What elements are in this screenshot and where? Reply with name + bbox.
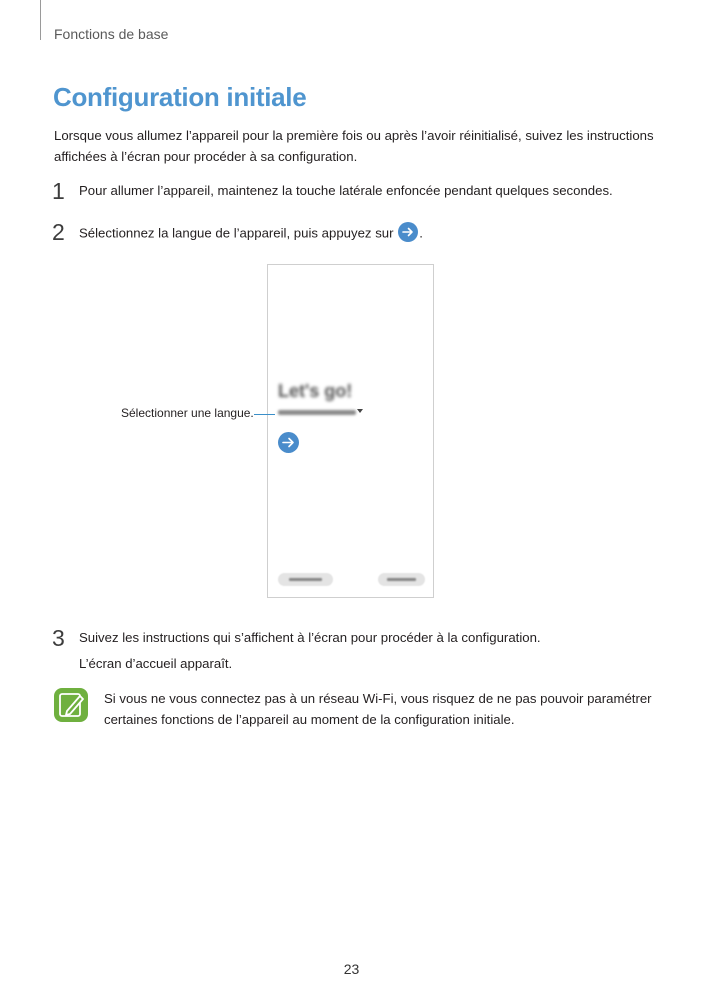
- note-pencil-icon: [54, 688, 88, 722]
- accessibility-button: [378, 573, 425, 586]
- step-text: [79, 224, 423, 244]
- margin-rule: [40, 0, 41, 40]
- step-3-result: L’écran d’accueil apparaît.: [79, 656, 233, 671]
- step-number: 1: [52, 178, 65, 204]
- language-selector: [278, 410, 356, 415]
- step-text-before: Sélectionnez la langue de l’appareil, puis appuyez sur: [79, 225, 394, 241]
- callout-label: Sélectionner une langue.: [121, 406, 254, 420]
- intro-paragraph: Lorsque vous allumez l’appareil pour la première fois ou après l’avoir réinitialisé, suivez les instructions affichées à l’écran pour procéder à sa configuration.: [54, 128, 654, 164]
- emergency-call-button: [278, 573, 333, 586]
- page-title: Configuration initiale: [53, 82, 307, 112]
- step-text: Suivez les instructions qui s’affichent à l’écran pour procéder à la configuration.: [79, 630, 541, 645]
- callout-line: [254, 414, 275, 415]
- step-number: 2: [52, 219, 65, 245]
- page-number: 23: [343, 961, 360, 977]
- screen-title: Let's go!: [278, 381, 353, 401]
- section-header: Fonctions de base: [54, 26, 169, 42]
- step-number: 3: [52, 625, 65, 651]
- dropdown-caret-icon: [357, 409, 363, 413]
- step-text: Pour allumer l’appareil, maintenez la touche latérale enfoncée pendant quelques secondes.: [79, 183, 613, 198]
- phone-screen-illustration: [267, 264, 434, 598]
- step-text-after: .: [419, 225, 423, 241]
- next-arrow-icon: [278, 432, 299, 453]
- next-arrow-icon: [398, 222, 418, 242]
- note-text: Si vous ne vous connectez pas à un réseau Wi-Fi, vous risquez de ne pas pouvoir paramétrer certaines fonctions de l’appareil au moment de la configuration initiale.: [104, 691, 652, 727]
